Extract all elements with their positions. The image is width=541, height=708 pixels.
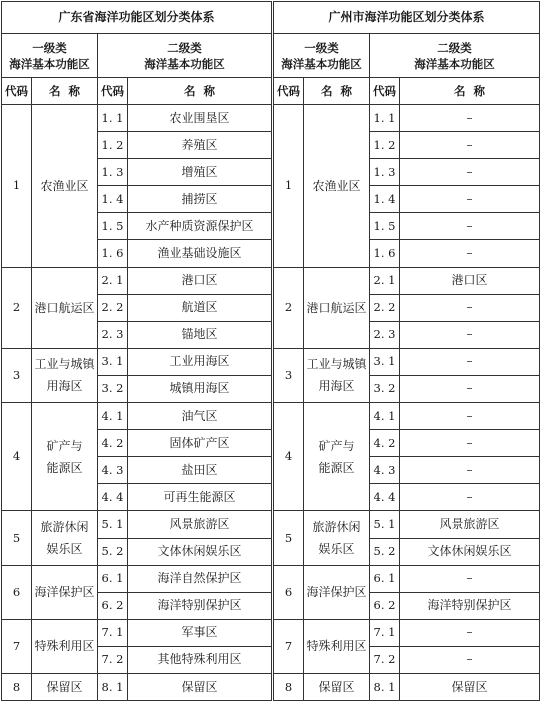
- gz-group-code: 3: [274, 348, 304, 402]
- gd-group-name-line: 用海区: [46, 379, 83, 394]
- gz-item-name: –: [400, 348, 540, 375]
- gz-group-name: [304, 105, 370, 268]
- gz-group-code: 7: [274, 619, 304, 673]
- gd-group-code: 1: [2, 105, 32, 268]
- gd-item-code: 2. 3: [98, 321, 128, 348]
- gz-item-name: –: [400, 213, 540, 240]
- gz-subcode-column-header: 代码: [370, 78, 400, 105]
- gz-group-code: 6: [274, 565, 304, 619]
- gz-item-name: –: [400, 105, 540, 132]
- gd-group-name-line: 农渔业区: [40, 178, 89, 193]
- gd-item-name: 水产种质资源保护区: [128, 213, 272, 240]
- gz-group-code: 2: [274, 267, 304, 348]
- gz-group-name-line: 娱乐区: [318, 542, 355, 556]
- table-row: [2, 565, 540, 592]
- gd-item-code: 6. 2: [98, 592, 128, 619]
- gz-subname-column-header: 名 称: [400, 78, 540, 105]
- gd-group-code: 2: [2, 267, 32, 348]
- gd-item-name: 盐田区: [128, 457, 272, 484]
- guangdong-system-title: 广东省海洋功能区划分类体系: [2, 2, 272, 34]
- gd-group-name-line: 港口航运区: [34, 300, 95, 315]
- gd-group-code: 6: [2, 565, 32, 619]
- gd-item-name: 油气区: [128, 403, 272, 430]
- gz-item-code: 6. 2: [370, 592, 400, 619]
- gd-level2-header-line1: 二级类: [167, 40, 202, 55]
- gz-group-name: [304, 403, 370, 511]
- gd-group-name-line: 特殊利用区: [34, 639, 95, 654]
- gd-item-name: 锚地区: [128, 321, 272, 348]
- gd-item-name: 农业围垦区: [128, 105, 272, 132]
- gd-group-name: [32, 348, 98, 402]
- gd-item-code: 4. 3: [98, 457, 128, 484]
- gz-level2-header-line1: 二级类: [437, 40, 472, 55]
- gd-item-name: 增殖区: [128, 159, 272, 186]
- gz-item-name: 海洋特别保护区: [400, 592, 540, 619]
- gz-group-name: [304, 673, 370, 700]
- gd-item-name: 城镇用海区: [128, 375, 272, 402]
- gd-item-name: 海洋自然保护区: [128, 565, 272, 592]
- gd-group-name: [32, 403, 98, 511]
- gz-item-name: 保留区: [400, 673, 540, 700]
- gz-item-code: 4. 4: [370, 484, 400, 511]
- gz-item-code: 1. 1: [370, 105, 400, 132]
- gz-item-name: –: [400, 619, 540, 646]
- gd-group-name-line: 能源区: [46, 460, 83, 475]
- gz-level2-header-line2: 海洋基本功能区: [414, 56, 495, 71]
- gz-group-name: [304, 267, 370, 348]
- gz-item-name: –: [400, 186, 540, 213]
- gd-item-code: 3. 1: [98, 348, 128, 375]
- gd-item-code: 1. 6: [98, 240, 128, 267]
- gd-item-code: 4. 2: [98, 430, 128, 457]
- level-header-row: [2, 34, 540, 78]
- gd-item-code: 2. 2: [98, 294, 128, 321]
- gd-group-code: 3: [2, 348, 32, 402]
- gz-group-code: 4: [274, 403, 304, 511]
- title-row: [2, 2, 540, 34]
- gd-item-name: 固体矿产区: [128, 430, 272, 457]
- gd-group-code: 5: [2, 511, 32, 565]
- gz-item-name: –: [400, 159, 540, 186]
- gz-item-code: 1. 4: [370, 186, 400, 213]
- gz-item-code: 5. 1: [370, 511, 400, 538]
- gd-group-name-line: 海洋保护区: [34, 585, 95, 600]
- gd-group-name: [32, 267, 98, 348]
- gz-item-code: 1. 6: [370, 240, 400, 267]
- gz-item-code: 4. 3: [370, 457, 400, 484]
- gz-group-code: 5: [274, 511, 304, 565]
- gd-item-code: 5. 2: [98, 538, 128, 565]
- gd-item-name: 军事区: [128, 619, 272, 646]
- gd-item-name: 养殖区: [128, 132, 272, 159]
- gz-item-name: –: [400, 375, 540, 402]
- gz-group-name-line: 用海区: [318, 379, 355, 394]
- gd-level1-header-line2: 海洋基本功能区: [9, 56, 90, 71]
- gd-item-code: 5. 1: [98, 511, 128, 538]
- gz-level1-header-line1: 一级类: [304, 40, 339, 55]
- gz-group-name-line: 特殊利用区: [306, 639, 367, 654]
- gd-item-code: 8. 1: [98, 673, 128, 700]
- gz-group-name-line: 矿产与: [318, 438, 355, 453]
- gd-group-name: [32, 673, 98, 700]
- gd-item-code: 2. 1: [98, 267, 128, 294]
- gz-code-column-header: 代码: [274, 78, 304, 105]
- gz-name-column-header: 名 称: [304, 78, 370, 105]
- gz-item-name: –: [400, 321, 540, 348]
- gz-group-name-line: 农渔业区: [312, 178, 361, 193]
- gz-item-name: –: [400, 403, 540, 430]
- gd-item-code: 1. 1: [98, 105, 128, 132]
- gd-item-code: 1. 2: [98, 132, 128, 159]
- gz-item-code: 3. 2: [370, 375, 400, 402]
- gd-item-code: 4. 4: [98, 484, 128, 511]
- gd-group-name: [32, 619, 98, 673]
- gz-item-code: 2. 3: [370, 321, 400, 348]
- gd-level1-header-line1: 一级类: [32, 40, 67, 55]
- gz-item-name: 风景旅游区: [400, 511, 540, 538]
- gz-group-name-line: 工业与城镇: [306, 357, 367, 372]
- gz-item-name: –: [400, 484, 540, 511]
- gz-item-code: 4. 1: [370, 403, 400, 430]
- gd-level2-header-line2: 海洋基本功能区: [144, 56, 225, 71]
- gz-item-name: 港口区: [400, 267, 540, 294]
- gz-item-code: 7. 2: [370, 646, 400, 673]
- gd-group-name-line: 旅游休闲: [40, 520, 89, 534]
- gd-group-name-line: 娱乐区: [46, 542, 83, 556]
- table-row: [2, 619, 540, 646]
- gz-item-code: 1. 3: [370, 159, 400, 186]
- gz-group-name-line: 能源区: [318, 460, 355, 475]
- gd-item-name: 工业用海区: [128, 348, 272, 375]
- gd-item-code: 4. 1: [98, 403, 128, 430]
- gz-item-code: 1. 5: [370, 213, 400, 240]
- gd-item-name: 捕捞区: [128, 186, 272, 213]
- guangzhou-system-title: 广州市海洋功能区划分类体系: [274, 2, 540, 34]
- gd-item-name: 保留区: [128, 673, 272, 700]
- gz-item-code: 3. 1: [370, 348, 400, 375]
- classification-table: [1, 1, 540, 701]
- gz-level2-header: [370, 34, 540, 78]
- gd-code-column-header: 代码: [2, 78, 32, 105]
- gz-item-name: –: [400, 646, 540, 673]
- gd-subcode-column-header: 代码: [98, 78, 128, 105]
- gd-item-name: 其他特殊利用区: [128, 646, 272, 673]
- gz-group-name: [304, 511, 370, 565]
- gz-group-name-line: 旅游休闲: [312, 520, 361, 534]
- gd-group-name: [32, 511, 98, 565]
- gd-level1-header: [2, 34, 98, 78]
- gz-item-name: –: [400, 457, 540, 484]
- gz-item-code: 2. 1: [370, 267, 400, 294]
- gz-item-name: –: [400, 565, 540, 592]
- gz-level1-header-line2: 海洋基本功能区: [281, 56, 362, 71]
- gz-group-code: 1: [274, 105, 304, 268]
- gz-group-name-line: 海洋保护区: [306, 585, 367, 600]
- gd-item-name: 海洋特别保护区: [128, 592, 272, 619]
- gz-group-name: [304, 565, 370, 619]
- gd-item-name: 渔业基础设施区: [128, 240, 272, 267]
- gd-subname-column-header: 名 称: [128, 78, 272, 105]
- gd-group-name-line: 工业与城镇: [34, 357, 95, 372]
- gz-item-code: 7. 1: [370, 619, 400, 646]
- gz-group-name: [304, 348, 370, 402]
- gd-group-name: [32, 105, 98, 268]
- gd-item-code: 3. 2: [98, 375, 128, 402]
- gd-group-name: [32, 565, 98, 619]
- gd-name-column-header: 名 称: [32, 78, 98, 105]
- gd-group-name-line: 矿产与: [46, 438, 83, 453]
- gz-item-name: –: [400, 240, 540, 267]
- column-header-row: [2, 78, 540, 105]
- gz-item-code: 4. 2: [370, 430, 400, 457]
- table-row: [2, 673, 540, 700]
- table-row: [2, 267, 540, 294]
- gz-group-name-line: 港口航运区: [306, 300, 367, 315]
- gz-item-name: –: [400, 294, 540, 321]
- table-row: [2, 348, 540, 375]
- gd-item-name: 航道区: [128, 294, 272, 321]
- gz-item-code: 6. 1: [370, 565, 400, 592]
- table-row: [2, 105, 540, 132]
- gd-group-name-line: 保留区: [46, 680, 83, 695]
- gz-item-name: 文体休闲娱乐区: [400, 538, 540, 565]
- gd-item-code: 1. 3: [98, 159, 128, 186]
- gd-item-code: 7. 1: [98, 619, 128, 646]
- gd-item-code: 1. 4: [98, 186, 128, 213]
- gd-item-code: 1. 5: [98, 213, 128, 240]
- gz-item-code: 8. 1: [370, 673, 400, 700]
- gd-item-code: 6. 1: [98, 565, 128, 592]
- table-row: [2, 403, 540, 430]
- gz-item-code: 1. 2: [370, 132, 400, 159]
- table-row: [2, 511, 540, 538]
- gd-group-code: 7: [2, 619, 32, 673]
- gz-group-name: [304, 619, 370, 673]
- gz-item-code: 2. 2: [370, 294, 400, 321]
- gd-item-name: 港口区: [128, 267, 272, 294]
- gz-item-code: 5. 2: [370, 538, 400, 565]
- gz-level1-header: [274, 34, 370, 78]
- gd-item-name: 可再生能源区: [128, 484, 272, 511]
- gd-item-name: 文体休闲娱乐区: [128, 538, 272, 565]
- gd-item-code: 7. 2: [98, 646, 128, 673]
- gz-item-name: –: [400, 132, 540, 159]
- gd-item-name: 风景旅游区: [128, 511, 272, 538]
- gz-item-name: –: [400, 430, 540, 457]
- gd-group-code: 4: [2, 403, 32, 511]
- gz-group-code: 8: [274, 673, 304, 700]
- gz-group-name-line: 保留区: [318, 680, 355, 695]
- gd-level2-header: [98, 34, 272, 78]
- gd-group-code: 8: [2, 673, 32, 700]
